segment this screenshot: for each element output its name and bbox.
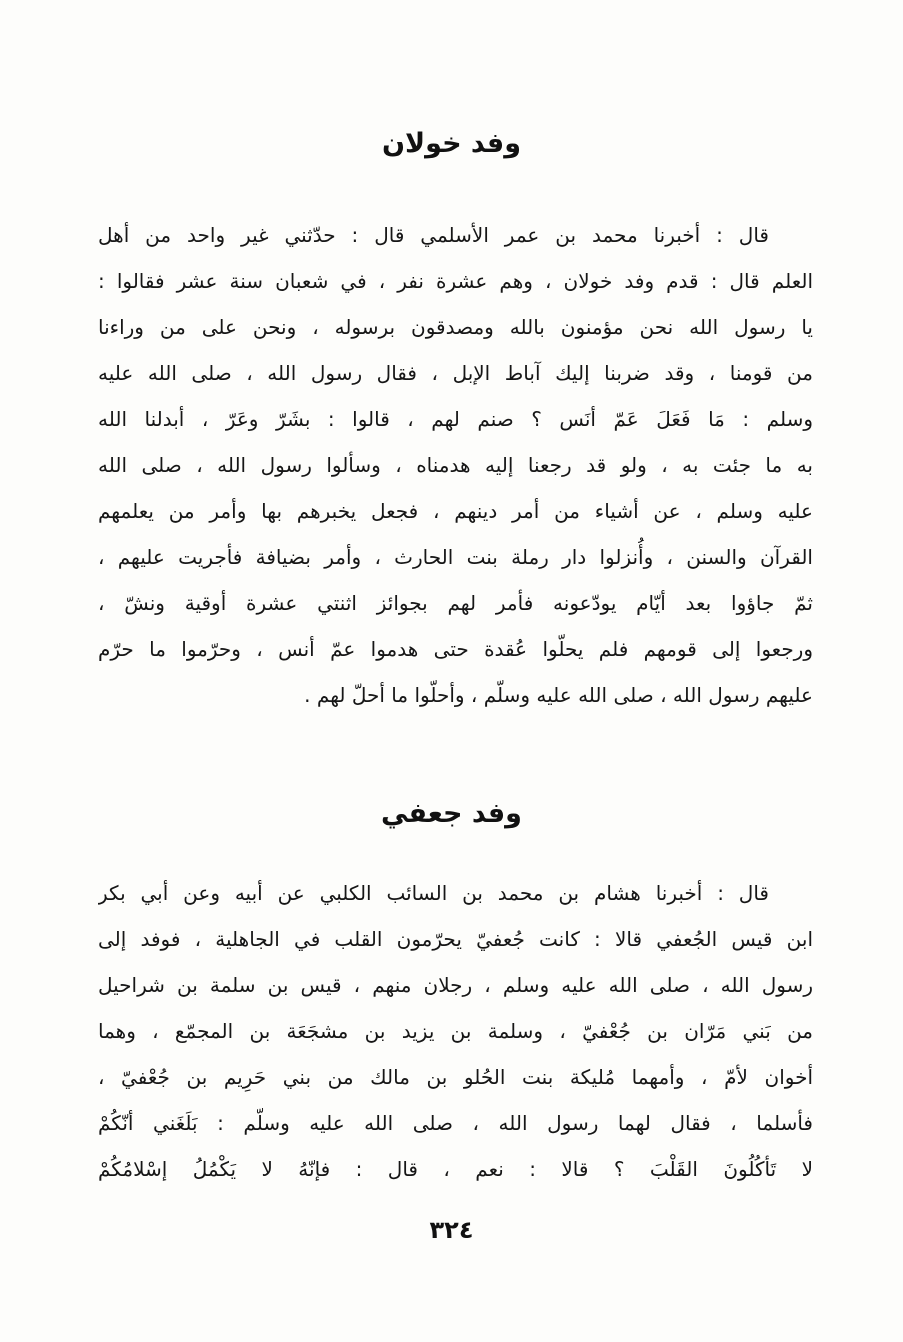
text-line: رسول الله ، صلى الله عليه وسلم ، رجلان منهم ، قيس بن سلمة بن شراحيل bbox=[98, 973, 813, 997]
text-line: به ما جئت به ، ولو قد رجعنا إليه هدمناه ، وسألوا رسول الله ، صلى الله bbox=[98, 453, 813, 477]
page-number: ٣٢٤ bbox=[429, 1216, 474, 1244]
text-line: لا تَأكُلُونَ القَلْبَ ؟ قالا : نعم ، قال : فإنّهُ لا يَكْمُلُ إسْلامُكُمْ bbox=[98, 1157, 813, 1181]
text-line: أخوان لأمّ ، وأمهما مُليكة بنت الحُلو بن مالك من بني حَرِيم بن جُعْفيّ ، bbox=[98, 1065, 813, 1089]
text-line: قال : أخبرنا هشام بن محمد بن السائب الكلبي عن أبيه وعن أبي بكر bbox=[98, 881, 769, 905]
text-line: ثمّ جاؤوا بعد أيّام يودّعونه فأمر لهم بجوائز اثنتي عشرة أوقية ونشّ ، bbox=[98, 591, 813, 615]
text-line: فأسلما ، فقال لهما رسول الله ، صلى الله عليه وسلّم : بَلَغَني أنّكُمْ bbox=[98, 1111, 813, 1135]
text-line: من بَني مَرّان بن جُعْفيّ ، وسلمة بن يزيد بن مشجَعَة بن المجمّع ، وهما bbox=[98, 1019, 813, 1043]
section-title-juafi: وفد جعفي bbox=[381, 798, 522, 829]
text-line: عليهم رسول الله ، صلى الله عليه وسلّم ، وأحلّوا ما أحلّ لهم . bbox=[304, 683, 813, 707]
text-line: ورجعوا إلى قومهم فلم يحلّوا عُقدة حتى هدموا عمّ أنس ، وحرّموا ما حرّم bbox=[98, 637, 813, 661]
text-line: قال : أخبرنا محمد بن عمر الأسلمي قال : حدّثني غير واحد من أهل bbox=[98, 223, 769, 247]
text-line: القرآن والسنن ، وأُنزلوا دار رملة بنت الحارث ، وأمر بضيافة فأجريت عليهم ، bbox=[98, 545, 813, 569]
text-line: ابن قيس الجُعفي قالا : كانت جُعفيّ يحرّمون القلب في الجاهلية ، فوفد إلى bbox=[98, 927, 813, 951]
text-line: يا رسول الله نحن مؤمنون بالله ومصدقون برسوله ، ونحن على من وراءنا bbox=[98, 315, 813, 339]
text-line: من قومنا ، وقد ضربنا إليك آباط الإبل ، فقال رسول الله ، صلى الله عليه bbox=[98, 361, 813, 385]
section-title-khawlan: وفد خولان bbox=[382, 128, 521, 159]
text-line: عليه وسلم ، عن أشياء من أمر دينهم ، فجعل يخبرهم بها وأمر من يعلمهم bbox=[98, 499, 813, 523]
section-body-juafi bbox=[98, 870, 813, 1192]
section-body-khawlan bbox=[98, 212, 813, 718]
text-line: وسلم : مَا فَعَلَ عَمّ أنَس ؟ صنم لهم ، قالوا : بشَرّ وعَرّ ، أبدلنا الله bbox=[98, 407, 813, 431]
text-line: العلم قال : قدم وفد خولان ، وهم عشرة نفر ، في شعبان سنة عشر فقالوا : bbox=[98, 269, 813, 293]
